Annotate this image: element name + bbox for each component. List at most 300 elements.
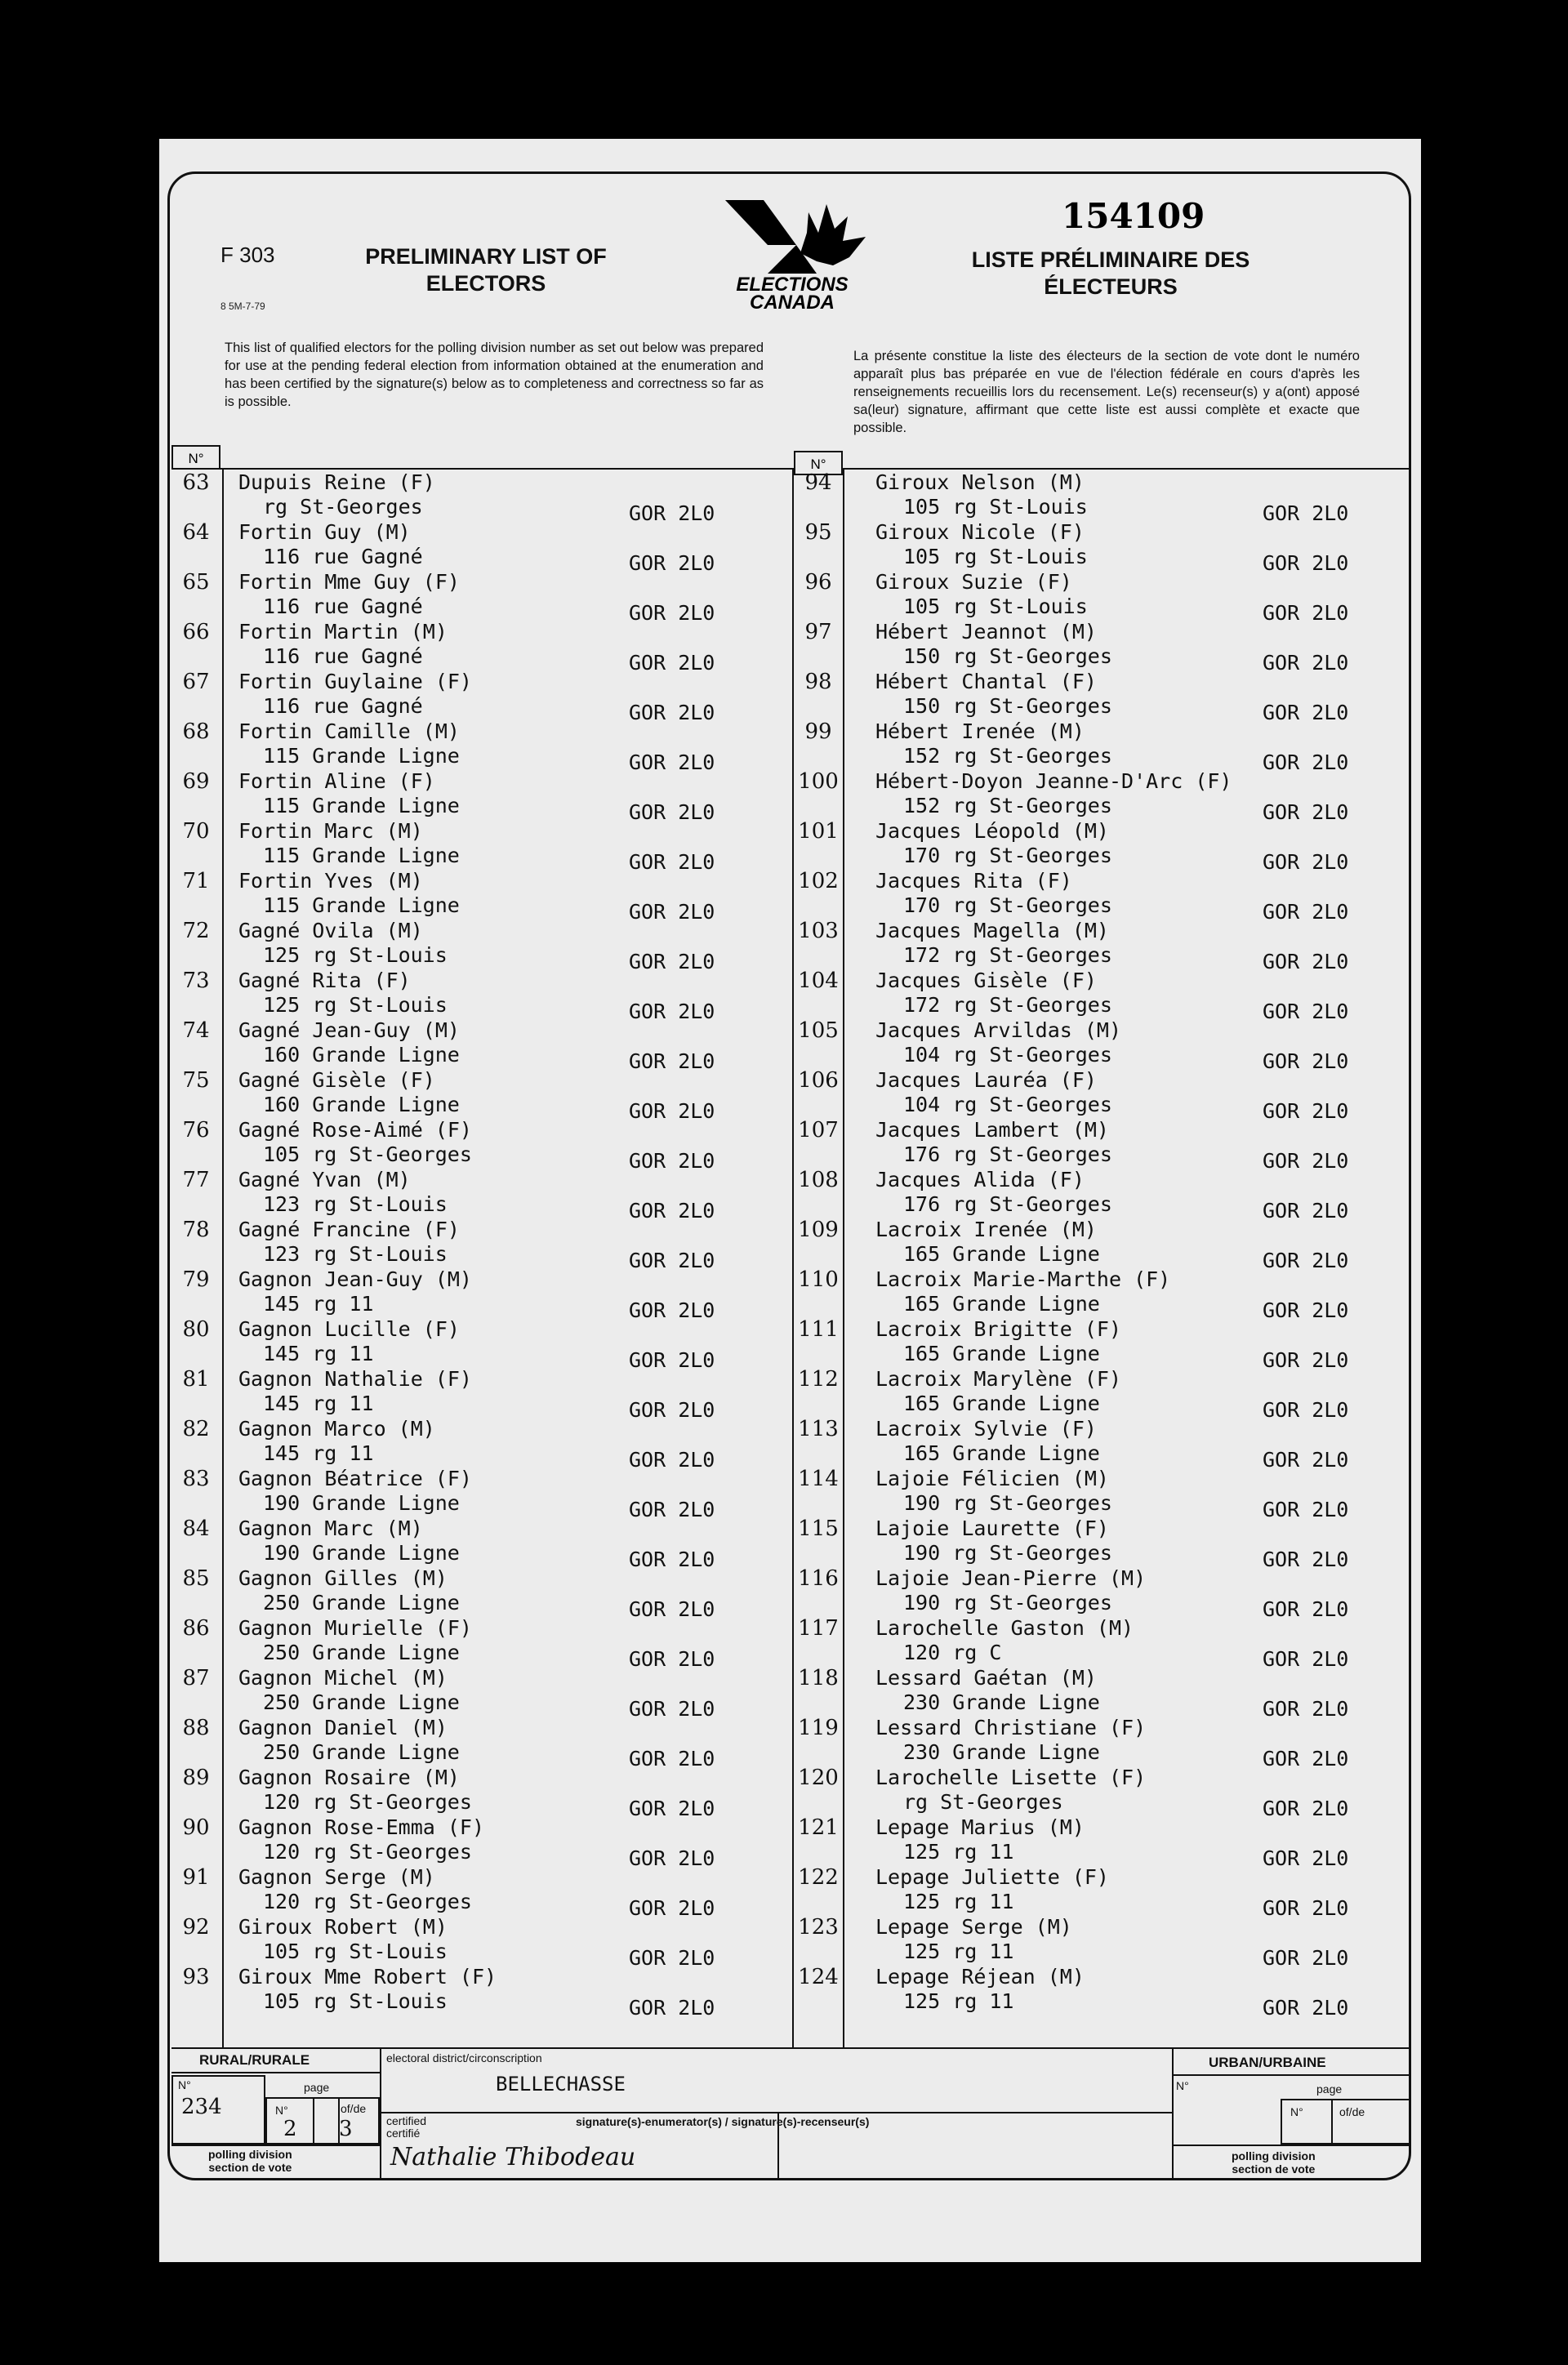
elector-postal-code: GOR 2L0 [1263, 950, 1349, 973]
intro-text-en: This list of qualified electors for the polling division number as set out below was prepared for use at the pending federal election from information obtained at the enumeration and has been certified by the signature(s) below as to completeness and correctness so far as is possible. [225, 341, 764, 409]
elector-entry [798, 1266, 1410, 1322]
elector-postal-code: GOR 2L0 [629, 1846, 715, 1870]
elector-address: 125 rg St-Louis [263, 993, 448, 1017]
elector-postal-code: GOR 2L0 [629, 1498, 715, 1521]
elector-name: Hébert-Doyon Jeanne-D'Arc (F) [875, 769, 1232, 793]
elector-entry [172, 1615, 792, 1671]
elector-address: 165 Grande Ligne [903, 1392, 1100, 1415]
elector-postal-code: GOR 2L0 [1263, 1498, 1349, 1521]
elector-postal-code: GOR 2L0 [629, 900, 715, 924]
elector-name: Lajoie Laurette (F) [875, 1517, 1109, 1540]
entry-number: 73 [182, 969, 210, 993]
elector-address: 172 rg St-Georges [903, 943, 1112, 967]
elector-name: Gagné Rose-Aimé (F) [238, 1118, 472, 1142]
title-en: PRELIMINARY LIST OF ELECTORS [365, 244, 607, 296]
elector-postal-code: GOR 2L0 [629, 1199, 715, 1223]
elector-address: 190 rg St-Georges [903, 1591, 1112, 1615]
entry-number: 89 [182, 1766, 210, 1790]
elector-entry [798, 1565, 1410, 1621]
entry-number: 80 [182, 1317, 210, 1342]
form-code: F 303 [220, 243, 275, 267]
elector-postal-code: GOR 2L0 [1263, 551, 1349, 575]
elector-name: Giroux Nicole (F) [875, 520, 1085, 544]
elector-entry [798, 1963, 1410, 2020]
elector-entry [798, 967, 1410, 1023]
elector-name: Lacroix Irenée (M) [875, 1218, 1097, 1241]
elector-entry [804, 568, 1410, 625]
entry-number: 120 [798, 1766, 839, 1790]
elector-address: 125 rg 11 [903, 1890, 1014, 1913]
elector-name: Gagnon Serge (M) [238, 1865, 435, 1889]
footer-urban-divider [1172, 2047, 1174, 2180]
elector-entry [798, 1764, 1410, 1820]
entry-number: 99 [804, 719, 832, 744]
elector-address: 116 rue Gagné [263, 545, 423, 568]
page-number-value: 2 [283, 2117, 297, 2141]
elector-postal-code: GOR 2L0 [1263, 1697, 1349, 1721]
table-bottom-rule [172, 2047, 1411, 2049]
entry-number: 65 [182, 570, 210, 595]
elector-name: Fortin Yves (M) [238, 869, 423, 893]
entry-number: 109 [798, 1218, 839, 1242]
elector-address: 250 Grande Ligne [263, 1690, 460, 1714]
entry-number: 64 [182, 520, 210, 545]
entry-number: 94 [804, 470, 832, 495]
elector-name: Lepage Serge (M) [875, 1915, 1072, 1939]
elector-entry [172, 1266, 792, 1322]
entry-number: 91 [182, 1865, 210, 1890]
elector-entry [798, 1515, 1410, 1571]
elector-entry [172, 1316, 792, 1372]
elector-address: 150 rg St-Georges [903, 694, 1112, 718]
elector-entry [172, 867, 792, 924]
elector-postal-code: GOR 2L0 [1263, 1298, 1349, 1322]
elector-postal-code: GOR 2L0 [629, 1597, 715, 1621]
right-electors-column [798, 469, 1410, 2020]
elector-entry [172, 1565, 792, 1621]
elector-entry [172, 1714, 792, 1770]
entry-number: 84 [182, 1517, 210, 1541]
elector-entry [172, 768, 792, 824]
elector-address: 190 Grande Ligne [263, 1491, 460, 1515]
elector-entry [798, 867, 1410, 924]
intro-text-fr: La présente constitue la liste des électeurs de la section de vote dont le numéro apparaît plus bas préparée en vue de l'élection fédérale en cours d'après les renseignements recueillis lors du recensement. Le(s) recenseur(s) y a(ont) apposé sa(leur) signature, affirmant que cette liste est aussi complète et exacte que possible. [853, 349, 1360, 435]
elector-address: 145 rg 11 [263, 1392, 374, 1415]
elector-address: 190 rg St-Georges [903, 1541, 1112, 1565]
elector-name: Jacques Gisèle (F) [875, 969, 1097, 992]
entry-number: 114 [798, 1467, 839, 1491]
elector-address: 165 Grande Ligne [903, 1292, 1100, 1316]
signature-label: signature(s)-enumerator(s) / signature(s)-recenseur(s) [576, 2115, 870, 2128]
elector-address: 125 rg 11 [903, 1989, 1014, 2013]
elector-entry [798, 1365, 1410, 1422]
elector-entry [798, 1615, 1410, 1671]
urban-page-box-divider [1331, 2099, 1333, 2145]
elector-address: 105 rg St-Louis [263, 1940, 448, 1963]
elector-postal-code: GOR 2L0 [1263, 750, 1349, 774]
elector-name: Lepage Réjean (M) [875, 1965, 1085, 1989]
elector-postal-code: GOR 2L0 [629, 1697, 715, 1721]
elector-postal-code: GOR 2L0 [629, 1099, 715, 1123]
elector-name: Fortin Guylaine (F) [238, 670, 472, 693]
district-label: electoral district/circonscription [386, 2051, 542, 2064]
elector-name: Jacques Magella (M) [875, 919, 1109, 942]
elector-address: 115 Grande Ligne [263, 744, 460, 768]
elector-postal-code: GOR 2L0 [629, 601, 715, 625]
elector-address: 250 Grande Ligne [263, 1740, 460, 1764]
entry-number: 70 [182, 819, 210, 844]
elector-address: 152 rg St-Georges [903, 744, 1112, 768]
elector-entry [804, 668, 1410, 724]
elector-address: 116 rue Gagné [263, 644, 423, 668]
elector-address: 190 rg St-Georges [903, 1491, 1112, 1515]
elector-address: 104 rg St-Georges [903, 1093, 1112, 1116]
elector-name: Lepage Marius (M) [875, 1815, 1085, 1839]
elector-postal-code: GOR 2L0 [1263, 1000, 1349, 1023]
elector-address: 105 rg St-Louis [263, 1989, 448, 2013]
elector-name: Lessard Gaétan (M) [875, 1666, 1097, 1690]
elector-postal-code: GOR 2L0 [629, 800, 715, 824]
elector-postal-code: GOR 2L0 [629, 1647, 715, 1671]
entry-number: 86 [182, 1616, 210, 1641]
elector-address: rg St-Georges [263, 495, 423, 519]
elector-postal-code: GOR 2L0 [629, 1348, 715, 1372]
entry-number: 105 [798, 1018, 839, 1043]
elector-postal-code: GOR 2L0 [1263, 1249, 1349, 1272]
elector-entry [172, 1415, 792, 1472]
elector-postal-code: GOR 2L0 [1263, 1846, 1349, 1870]
elector-address: 116 rue Gagné [263, 595, 423, 618]
elector-postal-code: GOR 2L0 [1263, 1896, 1349, 1920]
elector-address: 123 rg St-Louis [263, 1242, 448, 1266]
elector-name: Jacques Léopold (M) [875, 819, 1109, 843]
elector-address: 120 rg St-Georges [263, 1840, 472, 1864]
rural-label: RURAL/RURALE [199, 2052, 310, 2068]
elector-entry [172, 1764, 792, 1820]
logo-text: ELECTIONS CANADA [736, 274, 849, 314]
elector-name: Fortin Mme Guy (F) [238, 570, 460, 594]
elector-address: 170 rg St-Georges [903, 844, 1112, 867]
elector-postal-code: GOR 2L0 [1263, 900, 1349, 924]
polling-number-value: 234 [181, 2095, 222, 2119]
elector-name: Lacroix Brigitte (F) [875, 1317, 1122, 1341]
elector-name: Fortin Martin (M) [238, 620, 448, 644]
elector-postal-code: GOR 2L0 [629, 1996, 715, 2020]
elector-name: Giroux Suzie (F) [875, 570, 1072, 594]
form-date: 8 5M-7-79 [220, 301, 265, 312]
elector-entry [798, 1415, 1410, 1472]
footer-rural-rule [172, 2072, 380, 2073]
elector-name: Lajoie Félicien (M) [875, 1467, 1109, 1490]
elector-name: Fortin Marc (M) [238, 819, 423, 843]
rural-page-label: page [304, 2081, 330, 2094]
entry-number: 106 [798, 1068, 839, 1093]
elector-name: Gagnon Béatrice (F) [238, 1467, 472, 1490]
elector-entry [172, 1664, 792, 1721]
elector-name: Hébert Chantal (F) [875, 670, 1097, 693]
elector-name: Dupuis Reine (F) [238, 470, 435, 494]
elector-name: Jacques Arvildas (M) [875, 1018, 1122, 1042]
entry-number: 119 [798, 1716, 839, 1740]
elector-name: Lajoie Jean-Pierre (M) [875, 1566, 1147, 1590]
elector-postal-code: GOR 2L0 [629, 1249, 715, 1272]
elector-entry [798, 1116, 1410, 1173]
entry-number: 118 [798, 1666, 839, 1690]
elector-address: 145 rg 11 [263, 1292, 374, 1316]
elector-postal-code: GOR 2L0 [1263, 1797, 1349, 1820]
entry-number: 98 [804, 670, 832, 694]
elector-postal-code: GOR 2L0 [1263, 1448, 1349, 1472]
elector-name: Hébert Jeannot (M) [875, 620, 1097, 644]
elector-entry [172, 668, 792, 724]
elector-name: Fortin Camille (M) [238, 719, 460, 743]
elector-postal-code: GOR 2L0 [1263, 601, 1349, 625]
elector-postal-code: GOR 2L0 [1263, 1747, 1349, 1770]
elector-name: Giroux Robert (M) [238, 1915, 448, 1939]
elector-entry [798, 1814, 1410, 1870]
page-of-label: of/de [341, 2102, 367, 2115]
elector-entry [798, 1664, 1410, 1721]
elector-postal-code: GOR 2L0 [629, 1946, 715, 1970]
elector-postal-code: GOR 2L0 [1263, 701, 1349, 724]
elector-postal-code: GOR 2L0 [629, 1149, 715, 1173]
elector-postal-code: GOR 2L0 [1263, 1348, 1349, 1372]
elector-address: 105 rg St-Georges [263, 1142, 472, 1166]
elector-entry [172, 1963, 792, 2020]
elector-address: 150 rg St-Georges [903, 644, 1112, 668]
elector-address: 120 rg St-Georges [263, 1790, 472, 1814]
elector-address: 105 rg St-Louis [903, 545, 1088, 568]
entry-number: 117 [798, 1616, 839, 1641]
elector-name: Jacques Alida (F) [875, 1168, 1085, 1191]
elector-entry [798, 1913, 1410, 1970]
elector-name: Gagnon Marc (M) [238, 1517, 423, 1540]
entry-number: 121 [798, 1815, 839, 1840]
elector-name: Gagnon Marco (M) [238, 1417, 435, 1441]
entry-number: 76 [182, 1118, 210, 1142]
elector-postal-code: GOR 2L0 [629, 1398, 715, 1422]
elector-entry [172, 1365, 792, 1422]
elector-postal-code: GOR 2L0 [1263, 1049, 1349, 1073]
left-no-header: N° [172, 445, 220, 470]
elector-address: 120 rg St-Georges [263, 1890, 472, 1913]
elector-name: Lepage Juliette (F) [875, 1865, 1109, 1889]
elector-address: 152 rg St-Georges [903, 794, 1112, 817]
entry-number: 124 [798, 1965, 839, 1989]
elector-name: Jacques Rita (F) [875, 869, 1072, 893]
elector-name: Lacroix Sylvie (F) [875, 1417, 1097, 1441]
elector-entry [172, 718, 792, 774]
elector-address: 125 rg 11 [903, 1940, 1014, 1963]
elector-entry [798, 1864, 1410, 1920]
elector-address: 230 Grande Ligne [903, 1690, 1100, 1714]
elector-entry [172, 1814, 792, 1870]
elector-name: Gagné Ovila (M) [238, 919, 423, 942]
elector-address: 115 Grande Ligne [263, 893, 460, 917]
elector-name: Jacques Lambert (M) [875, 1118, 1109, 1142]
elector-entry [798, 1067, 1410, 1123]
elector-name: Larochelle Lisette (F) [875, 1766, 1147, 1789]
elector-postal-code: GOR 2L0 [1263, 1548, 1349, 1571]
entry-number: 103 [798, 919, 839, 943]
elector-address: 120 rg C [903, 1641, 1002, 1664]
elector-name: Gagnon Gilles (M) [238, 1566, 448, 1590]
entry-number: 69 [182, 769, 210, 794]
elector-name: Gagnon Jean-Guy (M) [238, 1267, 472, 1291]
elector-name: Jacques Lauréa (F) [875, 1068, 1097, 1092]
entry-number: 110 [798, 1267, 839, 1292]
entry-number: 123 [798, 1915, 839, 1940]
elector-postal-code: GOR 2L0 [629, 501, 715, 525]
entry-number: 78 [182, 1218, 210, 1242]
elector-address: 160 Grande Ligne [263, 1093, 460, 1116]
entry-number: 111 [798, 1317, 839, 1342]
elector-name: Gagné Jean-Guy (M) [238, 1018, 460, 1042]
page-no-small-label: N° [275, 2104, 288, 2117]
elector-entry [804, 469, 1410, 525]
entry-number: 96 [804, 570, 832, 595]
entry-number: 79 [182, 1267, 210, 1292]
elector-name: Gagné Rita (F) [238, 969, 411, 992]
elector-entry [172, 1017, 792, 1073]
elector-address: 170 rg St-Georges [903, 893, 1112, 917]
elector-postal-code: GOR 2L0 [629, 1797, 715, 1820]
elector-name: Gagnon Murielle (F) [238, 1616, 472, 1640]
elector-postal-code: GOR 2L0 [629, 551, 715, 575]
elector-address: 190 Grande Ligne [263, 1541, 460, 1565]
elector-entry [798, 768, 1410, 824]
urban-page-no-label: N° [1290, 2105, 1303, 2118]
elector-name: Gagné Gisèle (F) [238, 1068, 435, 1092]
elector-address: 115 Grande Ligne [263, 844, 460, 867]
rural-no-label: N° [178, 2078, 191, 2091]
entry-number: 104 [798, 969, 839, 993]
elector-entry [172, 967, 792, 1023]
elector-postal-code: GOR 2L0 [1263, 651, 1349, 675]
elector-postal-code: GOR 2L0 [1263, 501, 1349, 525]
elector-address: 165 Grande Ligne [903, 1342, 1100, 1365]
enumerator-signature: Nathalie Thibodeau [390, 2143, 636, 2171]
certified-label: certified certifié [386, 2114, 427, 2140]
elector-name: Gagnon Lucille (F) [238, 1317, 460, 1341]
entry-number: 95 [804, 520, 832, 545]
elector-address: 176 rg St-Georges [903, 1142, 1112, 1166]
elector-address: 116 rue Gagné [263, 694, 423, 718]
elector-postal-code: GOR 2L0 [1263, 1398, 1349, 1422]
elector-entry [172, 817, 792, 874]
elector-postal-code: GOR 2L0 [1263, 1647, 1349, 1671]
urban-label: URBAN/URBAINE [1209, 2055, 1326, 2070]
elector-address: 104 rg St-Georges [903, 1043, 1112, 1067]
elector-address: 145 rg 11 [263, 1441, 374, 1465]
entry-number: 71 [182, 869, 210, 893]
entry-number: 85 [182, 1566, 210, 1591]
entry-number: 63 [182, 470, 210, 495]
elector-name: Giroux Mme Robert (F) [238, 1965, 497, 1989]
elector-entry [172, 1515, 792, 1571]
center-column-rule [792, 468, 794, 2048]
elector-postal-code: GOR 2L0 [629, 1548, 715, 1571]
entry-number: 100 [798, 769, 839, 794]
elector-entry [172, 568, 792, 625]
elector-name: Fortin Guy (M) [238, 520, 411, 544]
elector-entry [172, 519, 792, 575]
urban-page-label: page [1316, 2082, 1343, 2096]
entry-number: 88 [182, 1716, 210, 1740]
entry-number: 92 [182, 1915, 210, 1940]
elector-postal-code: GOR 2L0 [1263, 1149, 1349, 1173]
elector-entry [798, 917, 1410, 973]
entry-number: 115 [798, 1517, 839, 1541]
elector-entry [798, 1017, 1410, 1073]
elector-address: 165 Grande Ligne [903, 1242, 1100, 1266]
footer-middle-rule [380, 2112, 1172, 2113]
elector-postal-code: GOR 2L0 [1263, 850, 1349, 874]
elector-name: Larochelle Gaston (M) [875, 1616, 1134, 1640]
elector-postal-code: GOR 2L0 [1263, 1597, 1349, 1621]
elector-address: 115 Grande Ligne [263, 794, 460, 817]
entry-number: 108 [798, 1168, 839, 1192]
elector-name: Gagné Francine (F) [238, 1218, 460, 1241]
page-box-divider [313, 2097, 314, 2145]
elector-address: 123 rg St-Louis [263, 1192, 448, 1216]
elector-postal-code: GOR 2L0 [629, 701, 715, 724]
elector-entry [172, 1465, 792, 1521]
entry-number: 112 [798, 1367, 839, 1392]
entry-number: 66 [182, 620, 210, 644]
entry-number: 113 [798, 1417, 839, 1441]
elector-address: 145 rg 11 [263, 1342, 374, 1365]
footer-rural-divider [380, 2047, 381, 2180]
serial-number: 154109 [1062, 196, 1205, 236]
entry-number: 90 [182, 1815, 210, 1840]
elector-address: 125 rg 11 [903, 1840, 1014, 1864]
elector-address: 165 Grande Ligne [903, 1441, 1100, 1465]
elector-address: 250 Grande Ligne [263, 1641, 460, 1664]
entry-number: 74 [182, 1018, 210, 1043]
entry-number: 82 [182, 1417, 210, 1441]
entry-number: 75 [182, 1068, 210, 1093]
elector-name: Gagnon Rose-Emma (F) [238, 1815, 485, 1839]
elector-name: Lessard Christiane (F) [875, 1716, 1147, 1739]
elector-name: Gagnon Michel (M) [238, 1666, 448, 1690]
elector-name: Gagnon Nathalie (F) [238, 1367, 472, 1391]
elector-name: Gagnon Daniel (M) [238, 1716, 448, 1739]
elector-address: 172 rg St-Georges [903, 993, 1112, 1017]
elector-postal-code: GOR 2L0 [629, 1448, 715, 1472]
elector-postal-code: GOR 2L0 [629, 950, 715, 973]
entry-number: 67 [182, 670, 210, 694]
entry-number: 93 [182, 1965, 210, 1989]
elector-name: Gagnon Rosaire (M) [238, 1766, 460, 1789]
entry-number: 68 [182, 719, 210, 744]
elector-entry [172, 1913, 792, 1970]
elector-postal-code: GOR 2L0 [629, 850, 715, 874]
entry-number: 116 [798, 1566, 839, 1591]
entry-number: 83 [182, 1467, 210, 1491]
left-electors-column [172, 469, 792, 2020]
elector-address: rg St-Georges [903, 1790, 1063, 1814]
elector-address: 105 rg St-Louis [903, 595, 1088, 618]
entry-number: 102 [798, 869, 839, 893]
urban-polling-division-label: polling division section de vote [1232, 2149, 1316, 2176]
elector-entry [172, 1216, 792, 1272]
elector-postal-code: GOR 2L0 [629, 1747, 715, 1770]
elector-entry [172, 1864, 792, 1920]
elector-entry [798, 1316, 1410, 1372]
elector-entry [804, 718, 1410, 774]
elector-entry [798, 1216, 1410, 1272]
